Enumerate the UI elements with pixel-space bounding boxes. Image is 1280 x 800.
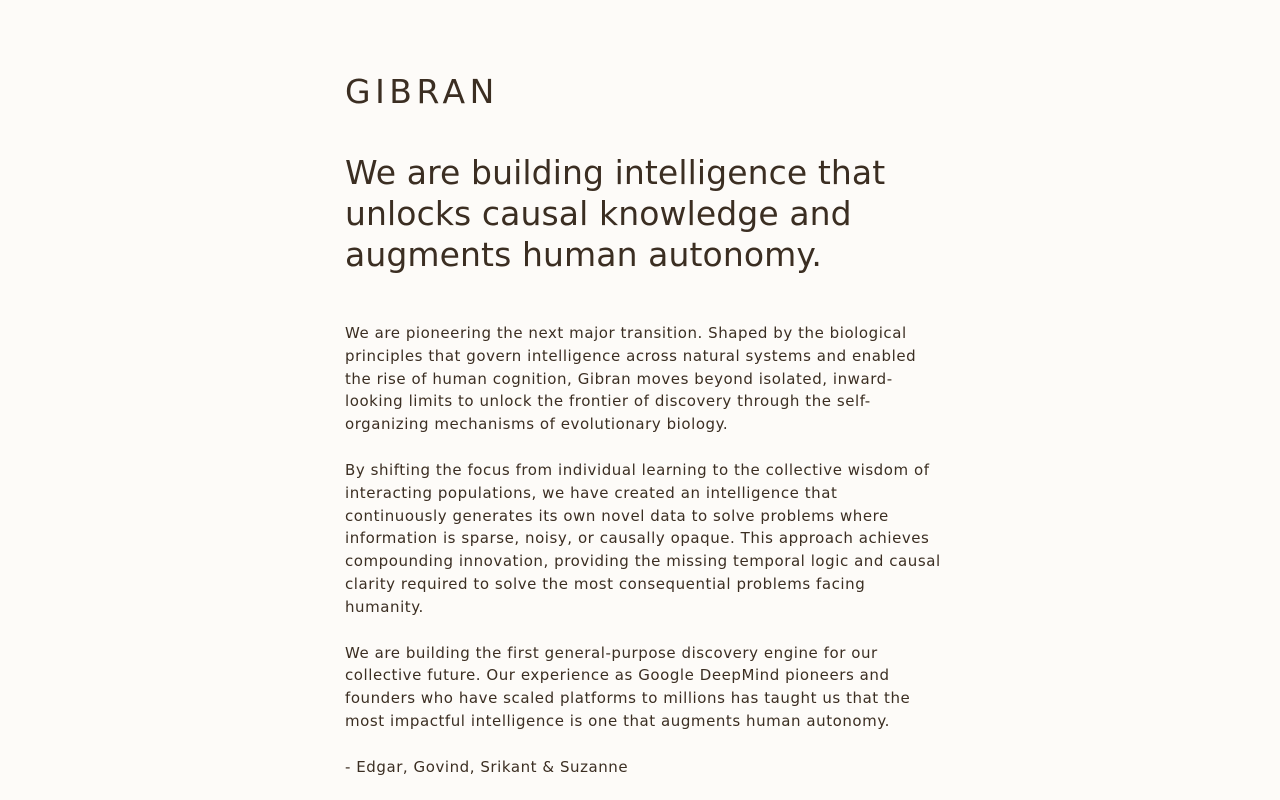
gibran-logo[interactable]: GIBRAN: [345, 72, 499, 111]
hero-headline: [345, 152, 905, 275]
headline-line: augments human autonomy.: [345, 235, 822, 274]
headline-line: We are building intelligence that: [345, 153, 886, 192]
manifesto-body: [345, 322, 945, 779]
manifesto-paragraph-2: By shifting the focus from individual learning to the collective wisdom of interacting populations, we have created an intelligence that continuously generates its own novel data to solve problems where information is sparse, noisy, or causally opaque. This approach achieves compounding innovation, providing the missing temporal logic and causal clarity required to solve the most consequential problems facing humanity.: [345, 460, 941, 616]
headline-line: unlocks causal knowledge and: [345, 194, 852, 233]
manifesto-paragraph-3: We are building the first general-purpose discovery engine for our collective future. Our experience as Google DeepMind pioneers and founders who have scaled platforms to millions has taught us that the most impactful intelligence is one that augments human autonomy.: [345, 643, 911, 730]
manifesto-paragraph-1: We are pioneering the next major transition. Shaped by the biological principles that govern intelligence across natural systems and enabled the rise of human cognition, Gibran moves beyond isolated, inward- looking limits to unlock the frontier of discovery through the self- organizing mechanisms of evolutionary biology.: [345, 324, 917, 434]
founders-signature: - Edgar, Govind, Srikant & Suzanne: [345, 757, 629, 776]
